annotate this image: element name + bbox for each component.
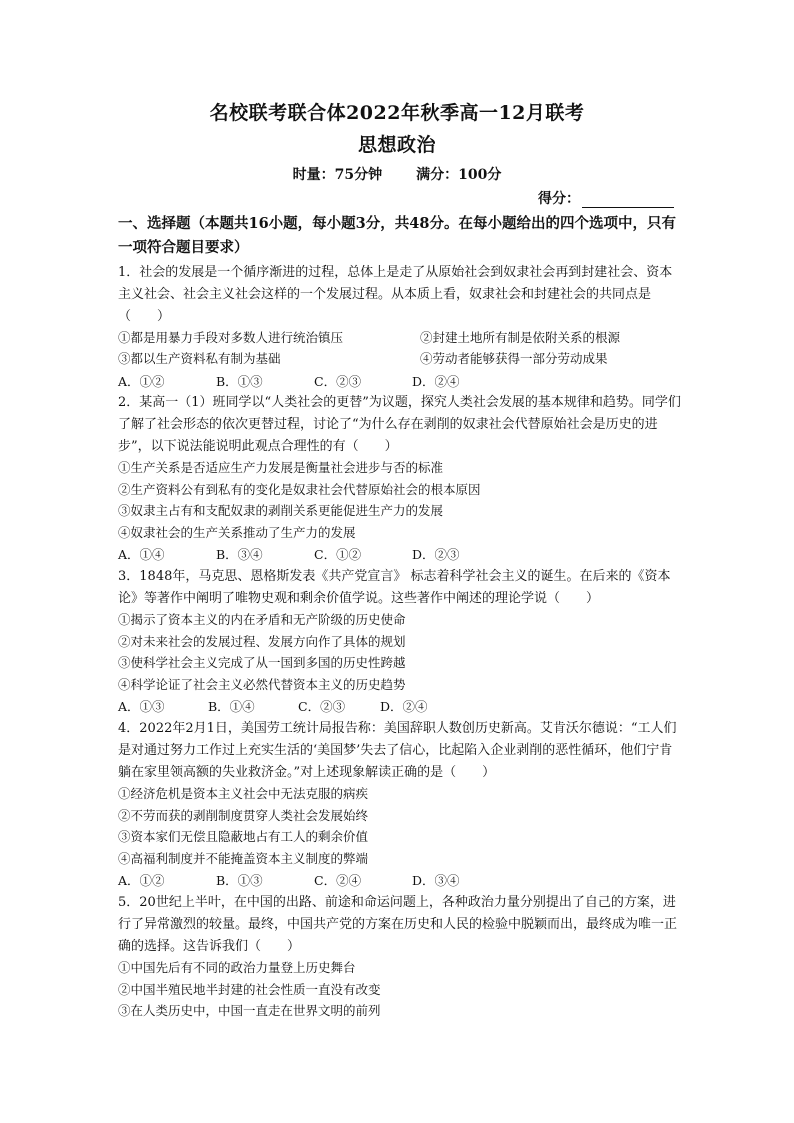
option-item: ②生产资料公有到私有的变化是奴隶社会代替原始社会的根本原因 [118, 482, 481, 497]
option-item: ①中国先后有不同的政治力量登上历史舞台 [118, 960, 356, 975]
subject-title: 思想政治 [357, 134, 436, 156]
option-item: ②不劳而获的剥削制度贯穿人类社会发展始终 [118, 808, 369, 823]
option-item: ③使科学社会主义完成了从一国到多国的历史性跨越 [118, 655, 406, 670]
answer-choices [118, 871, 510, 891]
question-stem: 4．2022年2月1日，美国劳工统计局报告称：美国辞职人数创历史新高。艾肯沃尔德说：“工人们是对通过努力工作过上充实生活的‘美国梦’失去了信心，比起陷入企业剥削的恶性循环，他们宁肯躺在家里领高额的失业救济金。”对上述现象解读正确的是（ ） [118, 721, 677, 780]
score-blank [582, 193, 674, 208]
exam-title: 名校联考联合体2022年秋季高一12月联考 [209, 102, 585, 124]
answer-choice: C．①② [314, 547, 362, 562]
option-item: ①揭示了资本主义的内在矛盾和无产阶级的历史使命 [118, 612, 406, 627]
option-item: ①都是用暴力手段对多数人进行统治镇压 [118, 330, 344, 345]
answer-choice: B．①③ [216, 873, 263, 888]
exam-info [0, 164, 794, 184]
option-item: ③都以生产资料私有制为基础 [118, 351, 281, 366]
answer-choice: B．①③ [216, 374, 263, 389]
answer-choices [118, 545, 510, 565]
option-item: ③在人类历史中，中国一直走在世界文明的前列 [118, 1003, 381, 1018]
option-item: ②对未来社会的发展过程、发展方向作了具体的规划 [118, 634, 406, 649]
answer-choice: B．①④ [208, 699, 255, 714]
answer-choice: A．①③ [118, 699, 165, 714]
question-stem: 3．1848年，马克思、恩格斯发表《共产党宣言》 标志着科学社会主义的诞生。在后来的《资本论》等著作中阐明了唯物史观和剩余价值学说。这些著作中阐述的理论学说（ ） [118, 569, 671, 606]
answer-choice: C．②④ [314, 873, 362, 888]
option-item: ④高福利制度并不能掩盖资本主义制度的弊端 [118, 851, 369, 866]
question-stem: 2．某高一（1）班同学以“人类社会的更替”为议题，探究人类社会发展的基本规律和趋势。同学们了解了社会形态的依次更替过程，讨论了“为什么存在剥削的奴隶社会代替原始社会是历史的进步”，以下说法能说明此观点合理性的有（ ） [118, 395, 681, 454]
option-item: ②封建土地所有制是依附关系的根源 [420, 330, 621, 345]
answer-choice: A．①② [118, 374, 165, 389]
option-item: ④奴隶社会的生产关系推动了生产力的发展 [118, 525, 356, 540]
full-score: 满分：100分 [416, 167, 502, 183]
score-label: 得分： [538, 191, 580, 207]
answer-choice: D．③④ [412, 873, 460, 888]
time-limit: 时量：75分钟 [292, 167, 383, 183]
answer-choice: D．②③ [412, 547, 460, 562]
score-field [538, 188, 674, 208]
option-item: ④劳动者能够获得一部分劳动成果 [420, 351, 608, 366]
answer-choice: B．③④ [216, 547, 263, 562]
option-item: ③奴隶主占有和支配奴隶的剥削关系更能促进生产力的发展 [118, 503, 444, 518]
option-item: ③资本家们无偿且隐蔽地占有工人的剩余价值 [118, 829, 369, 844]
question-stem: 1．社会的发展是一个循序渐进的过程，总体上是走了从原始社会到奴隶社会再到封建社会、资本主义社会、社会主义社会这样的一个发展过程。从本质上看，奴隶社会和封建社会的共同点是（ ） [118, 265, 673, 324]
answer-choices [118, 372, 510, 392]
option-item: ②中国半殖民地半封建的社会性质一直没有改变 [118, 982, 381, 997]
option-item: ①经济危机是资本主义社会中无法克服的病疾 [118, 786, 369, 801]
answer-choice: A．①④ [118, 547, 165, 562]
answer-choice: C．②③ [314, 374, 362, 389]
option-item: ①生产关系是否适应生产力发展是衡量社会进步与否的标准 [118, 460, 444, 475]
question-stem: 5．20世纪上半叶，在中国的出路、前途和命运问题上，各种政治力量分别提出了自己的方案，进行了异常激烈的较量。最终，中国共产党的方案在历史和人民的检验中脱颖而出，最终成为唯一正确的选择。这告诉我们（ ） [118, 895, 678, 954]
answer-choice: C．②③ [298, 699, 346, 714]
answer-choice: D．②④ [412, 374, 460, 389]
answer-choice: A．①② [118, 873, 165, 888]
section-heading: 一、选择题（本题共16小题，每小题3分，共48分。在每小题给出的四个选项中，只有一项符合题目要求） [118, 215, 676, 256]
option-item: ④科学论证了社会主义必然代替资本主义的历史趋势 [118, 677, 406, 692]
answer-choices [118, 697, 478, 717]
answer-choice: D．②④ [380, 699, 428, 714]
